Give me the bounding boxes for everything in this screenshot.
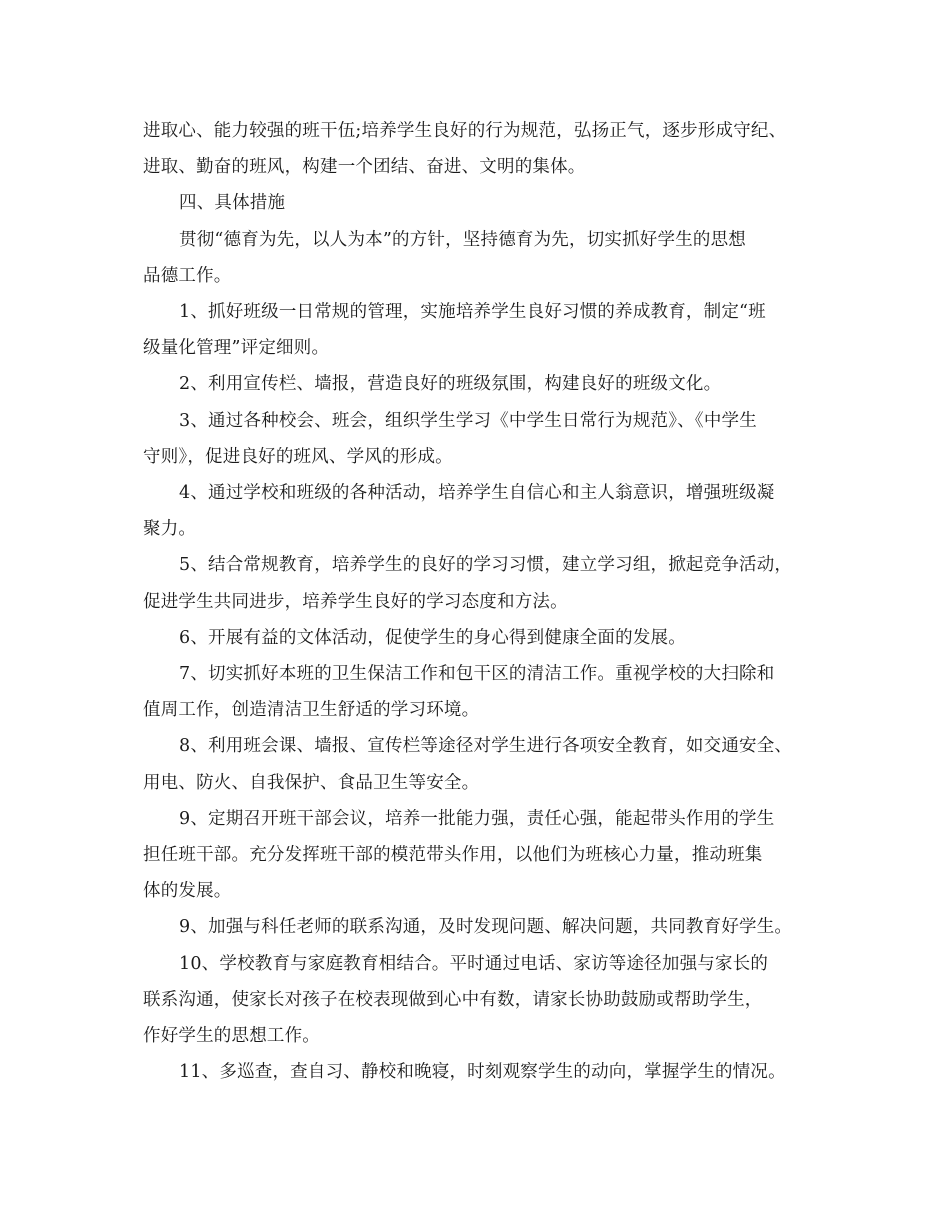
text-line: 值周工作，创造清洁卫生舒适的学习环境。 — [143, 700, 480, 721]
text-line: 贯彻“德育为先，以人为本”的方针，坚持德育为先，切实抓好学生的思想 — [179, 229, 746, 250]
paragraph — [143, 294, 830, 366]
paragraph — [143, 185, 830, 221]
text-line: 担任班干部。充分发挥班干部的模范带头作用，以他们为班核心力量，推动班集 — [143, 845, 763, 866]
text-line: 1、抓好班级一日常规的管理，实施培养学生良好习惯的养成教育，制定“班 — [179, 302, 766, 323]
document-body — [143, 113, 830, 1090]
paragraph — [143, 113, 830, 185]
text-line: 级量化管理”评定细则。 — [143, 338, 330, 359]
paragraph — [143, 222, 830, 294]
text-line: 守则》，促进良好的班风、学风的形成。 — [143, 446, 453, 467]
text-line: 8、利用班会课、墙报、宣传栏等途径对学生进行各项安全教育，如交通安全、 — [179, 736, 793, 757]
text-line: 作好学生的思想工作。 — [143, 1026, 320, 1047]
paragraph — [143, 1054, 830, 1090]
text-line: 9、定期召开班干部会议，培养一批能力强，责任心强，能起带头作用的学生 — [179, 808, 775, 829]
text-line: 10、学校教育与家庭教育相结合。平时通过电话、家访等途径加强与家长的 — [179, 953, 769, 974]
text-line: 用电、防火、自我保护、食品卫生等安全。 — [143, 772, 480, 793]
paragraph — [143, 728, 830, 800]
text-line: 4、通过学校和班级的各种活动，培养学生自信心和主人翁意识，增强班级凝 — [179, 483, 775, 504]
text-line: 联系沟通，使家长对孩子在校表现做到心中有数，请家长协助鼓励或帮助学生， — [143, 989, 763, 1010]
text-line: 品德工作。 — [143, 265, 232, 286]
text-line: 进取、勤奋的班风，构建一个团结、奋进、文明的集体。 — [143, 157, 586, 178]
paragraph — [143, 620, 830, 656]
text-line: 5、结合常规教育，培养学生的良好的学习习惯，建立学习组，掀起竞争活动， — [179, 555, 793, 576]
text-line: 四、具体措施 — [179, 193, 286, 214]
text-line: 11、多巡查，查自习、静校和晚寝，时刻观察学生的动向，掌握学生的情况。 — [179, 1062, 786, 1083]
text-line: 9、加强与科任老师的联系沟通，及时发现问题、解决问题，共同教育好学生。 — [179, 917, 793, 938]
text-line: 促进学生共同进步，培养学生良好的学习态度和方法。 — [143, 591, 568, 612]
paragraph — [143, 403, 830, 475]
text-line: 进取心、能力较强的班干伍;培养学生良好的行为规范，弘扬正气，逐步形成守纪、 — [143, 121, 787, 141]
paragraph — [143, 366, 830, 402]
paragraph — [143, 475, 830, 547]
paragraph — [143, 801, 830, 910]
paragraph — [143, 656, 830, 728]
text-line: 6、开展有益的文体活动，促使学生的身心得到健康全面的发展。 — [179, 627, 686, 648]
text-line: 体的发展。 — [143, 881, 232, 902]
text-line: 3、通过各种校会、班会，组织学生学习《中学生日常行为规范》、《中学生 — [179, 410, 757, 431]
text-line: 2、利用宣传栏、墙报，营造良好的班级氛围，构建良好的班级文化。 — [179, 374, 722, 395]
paragraph — [143, 547, 830, 619]
text-line: 7、切实抓好本班的卫生保洁工作和包干区的清洁工作。重视学校的大扫除和 — [179, 664, 775, 685]
paragraph — [143, 909, 830, 945]
paragraph — [143, 946, 830, 1055]
text-line: 聚力。 — [143, 519, 197, 540]
